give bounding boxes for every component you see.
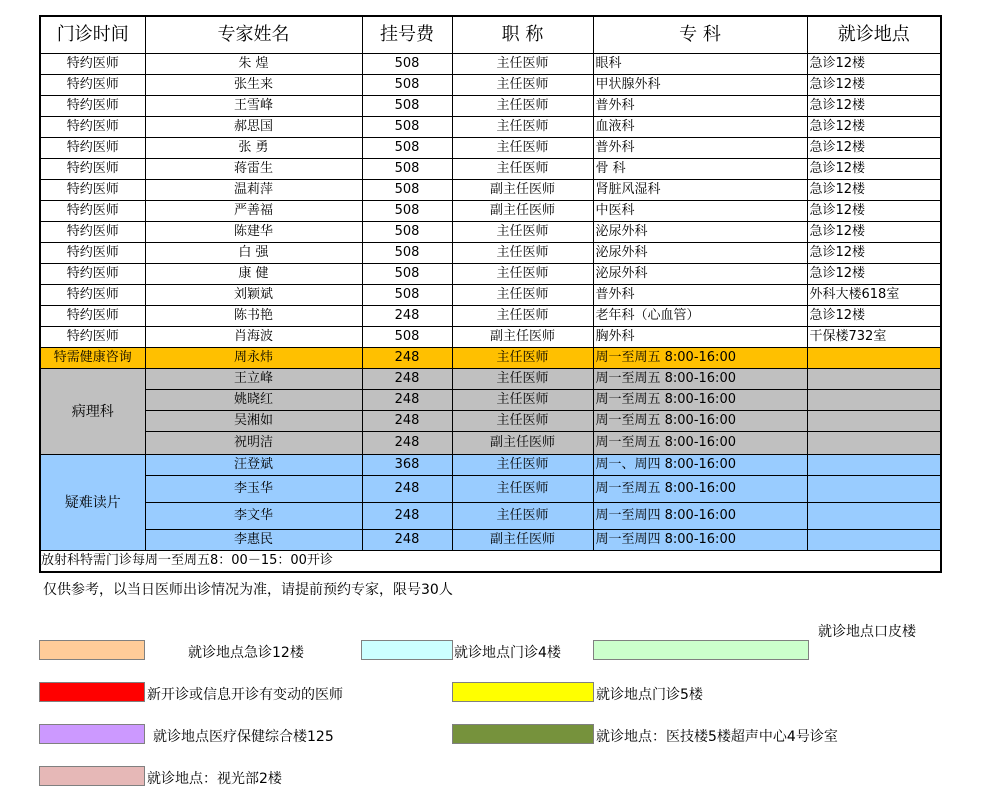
cell-title: 主任医师 (452, 503, 593, 530)
cell-fee: 248 (362, 411, 452, 432)
table-row (40, 411, 941, 432)
cell-fee: 248 (362, 390, 452, 411)
cell-dept: 胸外科 (593, 327, 807, 348)
cell-fee: 508 (362, 54, 452, 75)
legend-swatch (593, 640, 809, 660)
cell-dept: 血液科 (593, 117, 807, 138)
reading-label: 疑难读片 (40, 455, 145, 551)
cell-time: 特约医师 (40, 306, 145, 327)
cell-time: 特约医师 (40, 138, 145, 159)
cell-title: 副主任医师 (452, 201, 593, 222)
cell-time: 特约医师 (40, 159, 145, 180)
cell-fee: 248 (362, 432, 452, 455)
col-header-dept: 专 科 (593, 16, 807, 54)
cell-name: 王雪峰 (145, 96, 362, 117)
col-header-title: 职 称 (452, 16, 593, 54)
cell-location (807, 348, 941, 369)
cell-name: 张生来 (145, 75, 362, 96)
cell-dept: 普外科 (593, 138, 807, 159)
cell-title: 主任医师 (452, 138, 593, 159)
cell-fee: 508 (362, 180, 452, 201)
cell-title: 主任医师 (452, 75, 593, 96)
cell-time: 特约医师 (40, 243, 145, 264)
table-row (40, 306, 941, 327)
legend-label: 就诊地点门诊4楼 (454, 645, 561, 661)
cell-name: 严善福 (145, 201, 362, 222)
cell-title: 主任医师 (452, 455, 593, 476)
cell-name: 李玉华 (145, 476, 362, 503)
cell-fee: 248 (362, 476, 452, 503)
cell-location (807, 476, 941, 503)
cell-fee: 508 (362, 75, 452, 96)
cell-dept: 泌尿外科 (593, 264, 807, 285)
cell-title: 主任医师 (452, 264, 593, 285)
cell-name: 康 健 (145, 264, 362, 285)
cell-title: 主任医师 (452, 222, 593, 243)
cell-fee: 508 (362, 243, 452, 264)
cell-title: 主任医师 (452, 285, 593, 306)
cell-dept: 周一至周四 8:00-16:00 (593, 503, 807, 530)
cell-fee: 248 (362, 369, 452, 390)
cell-title: 主任医师 (452, 390, 593, 411)
cell-location: 急诊12楼 (807, 243, 941, 264)
cell-title: 主任医师 (452, 96, 593, 117)
cell-fee: 248 (362, 306, 452, 327)
cell-location: 急诊12楼 (807, 222, 941, 243)
cell-time: 特约医师 (40, 327, 145, 348)
table-row (40, 96, 941, 117)
cell-location: 外科大楼618室 (807, 285, 941, 306)
cell-dept: 眼科 (593, 54, 807, 75)
cell-name: 白 强 (145, 243, 362, 264)
col-header-fee: 挂号费 (362, 16, 452, 54)
cell-title: 副主任医师 (452, 432, 593, 455)
cell-name: 姚晓红 (145, 390, 362, 411)
table-row (40, 390, 941, 411)
cell-dept: 泌尿外科 (593, 243, 807, 264)
legend-label: 就诊地点口皮楼 (818, 624, 916, 640)
table-row (40, 476, 941, 503)
cell-location (807, 455, 941, 476)
cell-dept: 甲状腺外科 (593, 75, 807, 96)
cell-dept: 周一至周五 8:00-16:00 (593, 432, 807, 455)
cell-location: 干保楼732室 (807, 327, 941, 348)
cell-name: 张 勇 (145, 138, 362, 159)
cell-title: 副主任医师 (452, 530, 593, 551)
cell-location: 急诊12楼 (807, 96, 941, 117)
cell-dept: 周一至周五 8:00-16:00 (593, 476, 807, 503)
cell-time: 特约医师 (40, 54, 145, 75)
cell-name: 陈建华 (145, 222, 362, 243)
pathology-label: 病理科 (40, 369, 145, 455)
cell-dept: 老年科（心血管） (593, 306, 807, 327)
legend-swatch (452, 724, 594, 744)
schedule-table (39, 15, 942, 573)
cell-title: 主任医师 (452, 54, 593, 75)
cell-fee: 508 (362, 327, 452, 348)
cell-location: 急诊12楼 (807, 201, 941, 222)
cell-dept: 周一至周五 8:00-16:00 (593, 369, 807, 390)
cell-time: 特约医师 (40, 222, 145, 243)
cell-name: 李文华 (145, 503, 362, 530)
reference-note: 仅供参考，以当日医师出诊情况为准，请提前预约专家，限号30人 (43, 582, 453, 598)
cell-fee: 248 (362, 348, 452, 369)
footer-text: 放射科特需门诊每周一至周五8：00－15：00开诊 (40, 551, 941, 573)
cell-dept: 周一至周五 8:00-16:00 (593, 348, 807, 369)
table-row (40, 159, 941, 180)
cell-location: 急诊12楼 (807, 117, 941, 138)
footer-row (40, 551, 941, 573)
cell-location (807, 530, 941, 551)
legend-swatch (39, 682, 145, 702)
cell-title: 副主任医师 (452, 327, 593, 348)
col-header-location: 就诊地点 (807, 16, 941, 54)
cell-location: 急诊12楼 (807, 180, 941, 201)
table-row (40, 117, 941, 138)
cell-time: 特需健康咨询 (40, 348, 145, 369)
cell-location: 急诊12楼 (807, 138, 941, 159)
cell-location (807, 411, 941, 432)
cell-time: 特约医师 (40, 96, 145, 117)
special-row (40, 348, 941, 369)
table-row (40, 327, 941, 348)
table-row (40, 54, 941, 75)
cell-dept: 周一、周四 8:00-16:00 (593, 455, 807, 476)
cell-fee: 368 (362, 455, 452, 476)
legend-swatch (39, 640, 145, 660)
cell-title: 主任医师 (452, 411, 593, 432)
cell-time: 特约医师 (40, 117, 145, 138)
cell-name: 祝明洁 (145, 432, 362, 455)
legend-label: 就诊地点门诊5楼 (596, 687, 703, 703)
table-row (40, 285, 941, 306)
cell-dept: 中医科 (593, 201, 807, 222)
cell-title: 主任医师 (452, 159, 593, 180)
cell-title: 主任医师 (452, 348, 593, 369)
table-row (40, 222, 941, 243)
cell-dept: 肾脏风湿科 (593, 180, 807, 201)
legend-label: 就诊地点医疗保健综合楼125 (153, 729, 334, 745)
cell-fee: 508 (362, 201, 452, 222)
cell-location (807, 432, 941, 455)
cell-name: 周永炜 (145, 348, 362, 369)
cell-name: 朱 煌 (145, 54, 362, 75)
cell-fee: 248 (362, 503, 452, 530)
legend-swatch (361, 640, 453, 660)
cell-name: 郝思国 (145, 117, 362, 138)
legend-label: 就诊地点急诊12楼 (188, 645, 304, 661)
table-row (40, 264, 941, 285)
cell-name: 李惠民 (145, 530, 362, 551)
cell-location (807, 503, 941, 530)
cell-dept: 普外科 (593, 96, 807, 117)
table-row (40, 455, 941, 476)
col-header-time: 门诊时间 (40, 16, 145, 54)
cell-dept: 泌尿外科 (593, 222, 807, 243)
legend-swatch (39, 766, 145, 786)
cell-fee: 508 (362, 159, 452, 180)
cell-location: 急诊12楼 (807, 264, 941, 285)
legend-swatch (39, 724, 145, 744)
cell-location: 急诊12楼 (807, 159, 941, 180)
cell-fee: 508 (362, 222, 452, 243)
table-row (40, 75, 941, 96)
cell-time: 特约医师 (40, 75, 145, 96)
cell-name: 刘颖斌 (145, 285, 362, 306)
cell-time: 特约医师 (40, 264, 145, 285)
header-row (40, 16, 941, 54)
col-header-name: 专家姓名 (145, 16, 362, 54)
cell-dept: 骨 科 (593, 159, 807, 180)
cell-time: 特约医师 (40, 180, 145, 201)
legend-swatch (452, 682, 594, 702)
table-body (40, 54, 941, 573)
cell-title: 主任医师 (452, 117, 593, 138)
cell-fee: 508 (362, 285, 452, 306)
cell-location (807, 369, 941, 390)
cell-dept: 周一至周四 8:00-16:00 (593, 530, 807, 551)
table-row (40, 369, 941, 390)
cell-name: 汪登斌 (145, 455, 362, 476)
cell-name: 肖海波 (145, 327, 362, 348)
table-row (40, 138, 941, 159)
cell-time: 特约医师 (40, 201, 145, 222)
cell-fee: 508 (362, 264, 452, 285)
cell-fee: 248 (362, 530, 452, 551)
cell-name: 王立峰 (145, 369, 362, 390)
cell-title: 主任医师 (452, 243, 593, 264)
cell-fee: 508 (362, 138, 452, 159)
cell-title: 主任医师 (452, 369, 593, 390)
cell-title: 主任医师 (452, 476, 593, 503)
cell-title: 副主任医师 (452, 180, 593, 201)
table-row (40, 530, 941, 551)
table-row (40, 201, 941, 222)
cell-fee: 508 (362, 96, 452, 117)
table-row (40, 180, 941, 201)
table-row (40, 432, 941, 455)
cell-dept: 周一至周五 8:00-16:00 (593, 390, 807, 411)
cell-name: 吴湘如 (145, 411, 362, 432)
table-row (40, 503, 941, 530)
cell-name: 蒋雷生 (145, 159, 362, 180)
legend-label: 新开诊或信息开诊有变动的医师 (147, 687, 343, 703)
cell-dept: 周一至周五 8:00-16:00 (593, 411, 807, 432)
cell-title: 主任医师 (452, 306, 593, 327)
cell-location: 急诊12楼 (807, 75, 941, 96)
cell-location (807, 390, 941, 411)
legend-label: 就诊地点：医技楼5楼超声中心4号诊室 (596, 729, 838, 745)
cell-name: 温莉萍 (145, 180, 362, 201)
cell-location: 急诊12楼 (807, 54, 941, 75)
cell-time: 特约医师 (40, 285, 145, 306)
table-row (40, 243, 941, 264)
cell-name: 陈书艳 (145, 306, 362, 327)
cell-dept: 普外科 (593, 285, 807, 306)
cell-fee: 508 (362, 117, 452, 138)
cell-location: 急诊12楼 (807, 306, 941, 327)
legend-label: 就诊地点：视光部2楼 (147, 771, 282, 787)
